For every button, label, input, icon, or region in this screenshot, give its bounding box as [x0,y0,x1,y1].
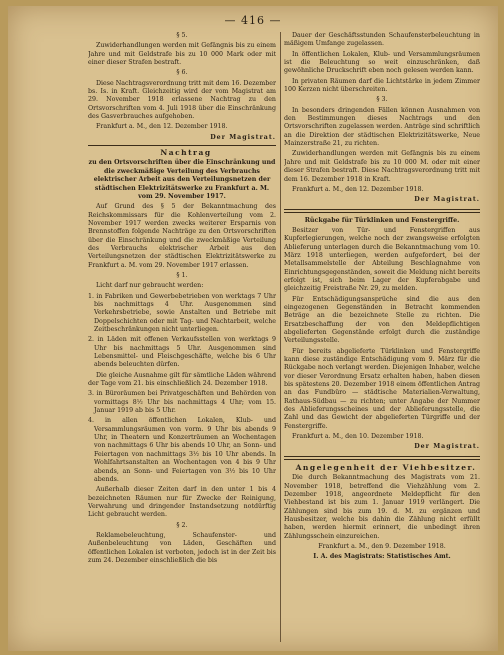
paragraph: Licht darf nur gebraucht werden: [96,282,204,290]
document-page [8,6,498,651]
signature: Der Magistrat. [414,443,480,451]
article-title: Angelegenheit der Viehbesitzer. [295,462,477,472]
list-item: 1. in Fabriken und Gewerbebetrieben von werktags 7 Uhr bis nachmittags 4 Uhr. Ausgenommen sind Verkehrsbetriebe, sowie Anstalten und Betriebe mit Doppelschichten oder mit Tag- und Nachtarbeit, welche Zeitbeschränkungen nicht unterliegen. [88,292,276,333]
paragraph: Diese Nachtragsverordnung tritt mit dem 16. Dezember bs. Is. in Kraft. Gleichzeitig wird der vom Magistrat am 29. November 1918 erlassene Nachtrag zu den Ortsvorschriften vom 4. Juli 1918 über die Einschränkung des Gasverbrauches aufgehoben. [88,79,276,121]
paragraph: Besitzer von Tür- und Fenstergriffen aus Kupferlegierungen, welche noch der zwangsweise erfolgten Ablieferung unterlagen durch die Bekanntmachung vom 10. März 1918 unterliegen, werden aufgefordert, bei der Metallsammelstelle der Abteilung Beschlagnahme von Einrichtungsgegenständen, soweit die Meldung nicht bereits erfolgt ist, sich beim Lager der Kupferabgabe und gleichzeitig Freistraße Nr. 29, zu melden. [284,226,480,293]
paragraph: Dauer der Geschäftsstunden Schaufensterbeleuchtung in mäßigem Umfange zugelassen. [284,32,480,48]
signature: Der Magistrat. [414,196,480,204]
dateline: Frankfurt a. M., den 12. Dezember 1918. [96,123,228,131]
list-item: Die gleiche Ausnahme gilt für sämtliche Läden während der Tage vom 21. bis einschließlich 24. Dezember 1918. [88,371,276,388]
paragraph: Auf Grund des § 5 der Bekanntmachung des Reichskommissars für die Kohlenverteilung vom 2. November 1917 werden zwecks weiterer Ersparnis von Brennstoffen folgende Nachträge zu den Ortsvorschriften über die Einschränkung und die zweckmäßige Verteilung des Verbrauchs elektrischer Arbeit aus den Verteilungsnetzen der städtischen Elektrizitätswerke zu Frankfurt a. M. vom 29. November 1917 erlassen. [88,203,276,269]
section-heading: § 3. [376,96,388,104]
paragraph: Reklamebeleuchtung, Schaufenster- und Außenbeleuchtung von Läden, Geschäften und öffentlichen Lokalen ist verboten, jedoch ist in der Zeit bis zum 24. Dezember einschließlich die bis [88,531,276,564]
left-column [88,32,276,646]
paragraph: In besonders dringenden Fällen können Ausnahmen von den Bestimmungen dieses Nachtrags und den Ortsvorschriften zugelassen werden. Anträge sind schriftlich an die Direktion der städtischen Elektrizitätswerke, Neue Mainzerstraße 21, zu richten. [284,106,480,148]
right-column [284,32,480,646]
divider [284,456,480,460]
paragraph: Außerhalb dieser Zeiten darf in den unter 1 bis 4 bezeichneten Räumen nur für Zwecke der Reinigung, Verwahrung und dringender Instandsetzung notdürftig Licht gebraucht werden. [88,486,276,519]
paragraph: Zuwiderhandlungen werden mit Gefängnis bis zu einem Jahre und mit Geldstrafe bis zu 10 000 Mark oder mit einer dieser Strafen bestraft. [88,42,276,67]
signature: Der Magistrat. [210,133,276,141]
dateline: Frankfurt a. M., den 12. Dezember 1918. [292,185,424,193]
section-heading: § 5. [176,32,188,39]
column-divider [280,32,281,642]
dateline: Frankfurt a. M., den 10. Dezember 1918. [292,433,424,441]
paragraph: In privaten Räumen darf die Lichtstärke in jedem Zimmer 100 Kerzen nicht überschreiten. [284,77,480,94]
paragraph: Die durch Bekanntmachung des Magistrats vom 21. November 1918, betreffend die Viehzählung vom 2. Dezember 1918, angeordnete Meldepflicht für den Viehbestand ist bis zum 1. Januar 1919 verlängert. Die Zählungen sind bis zum 19. d. M. zu ergänzen und Hausbesitzer, welche bis dahin die Zählung nicht erfüllt haben, werden hiermit erinnert, die unbedingt ihren Zählungsschein einzureichen. [284,474,480,540]
paragraph: Für bereits abgelieferte Türklinken und Fenstergriffe kann diese zuständige Entschädigung vom 9. März für die Rückgabe noch verlangt werden. Diejenigen Inhaber, welche vor dieser Verordnung Ersatz erhalten haben, haben diesen bis spätestens 20. Dezember 1918 einem öffentlichen Antrag an das Fundbüro — städtische Materialien-Verwaltung, Rathaus-Südbau — zu richten; unter Angabe der Nummer des Ablieferungsscheines und der Ablieferungsstelle, die Zahl und das Gewicht der abgelieferten Türgriffe und der Fenstergriffe. [284,347,480,430]
article-title: Nachtrag [160,148,212,158]
paragraph: Zuwiderhandlungen werden mit Gefängnis bis zu einem Jahre und mit Geldstrafe bis zu 10 000 M. oder mit einer dieser Strafen bestraft. Diese Nachtragsverordnung tritt mit dem 16. Dezember 1918 in Kraft. [284,150,480,183]
section-heading: § 2. [176,521,188,529]
page-number: — 416 — [224,14,282,27]
paragraph: Für Entschädigungsansprüche sind die aus den eingezogenen Gegenständen in Betracht kommenden Beträge an die bezeichnete Stelle zu richten. Die Ersatzbeschaffung der von den Meldepflichtigen abgelieferten Gegenstände erfolgt durch die zuständige Verteilungsstelle. [284,295,480,345]
list-item: 2. in Läden mit offenen Verkaufsstellen von werktags 9 Uhr bis nachmittags 5 Uhr. Ausgenommen sind Lebensmittel- und Fleischgeschäfte, welche bis 6 Uhr abends beleuchten dürfen. [88,336,276,369]
section-heading: § 6. [176,69,188,77]
list-item: 4. in allen öffentlichen Lokalen, Klub- und Versammlungsräumen von vorm. 9 Uhr bis abends 9 Uhr, in Theatern und Konzerträumen an Wochentagen von nachmittags 6 Uhr bis abends 10 Uhr, an Sonn- und Feiertagen von nachmittags 3½ bis 10 Uhr abends. In Wohlfahrtsanstalten an Wochentagen von 4 bis 9 Uhr abends, an Sonn- und Feiertagen von 3½ bis 10 Uhr abends. [88,417,276,483]
article-subtitle: zu den Ortsvorschriften über die Einschränkung und die zweckmäßige Verteilung des Verbrauchs elektrischer Arbeit aus den Verteilungsnetzen der städtischen Elektrizitätswerke zu Frankfurt a. M. vom 29. November 1917. [88,159,276,200]
signature: I. A. des Magistrats: Statistisches Amt. [313,553,451,561]
paragraph: In öffentlichen Lokalen, Klub- und Versammlungsräumen ist die Beleuchtung so weit einzuschränken, daß gewöhnliche Druckschrift eben noch gelesen werden kann. [284,50,480,75]
section-heading: § 1. [176,271,188,279]
article-title: Rückgabe für Türklinken und Fenstergriffe. [304,216,460,224]
divider [284,209,480,213]
divider [88,145,276,146]
list-item: 3. in Büroräumen bei Privatgeschäften und Behörden von vormittags 8½ Uhr bis nachmittags 4 Uhr; vom 15. Januar 1919 ab bis 5 Uhr. [88,390,276,415]
dateline: Frankfurt a. M., den 9. Dezember 1918. [318,542,446,550]
